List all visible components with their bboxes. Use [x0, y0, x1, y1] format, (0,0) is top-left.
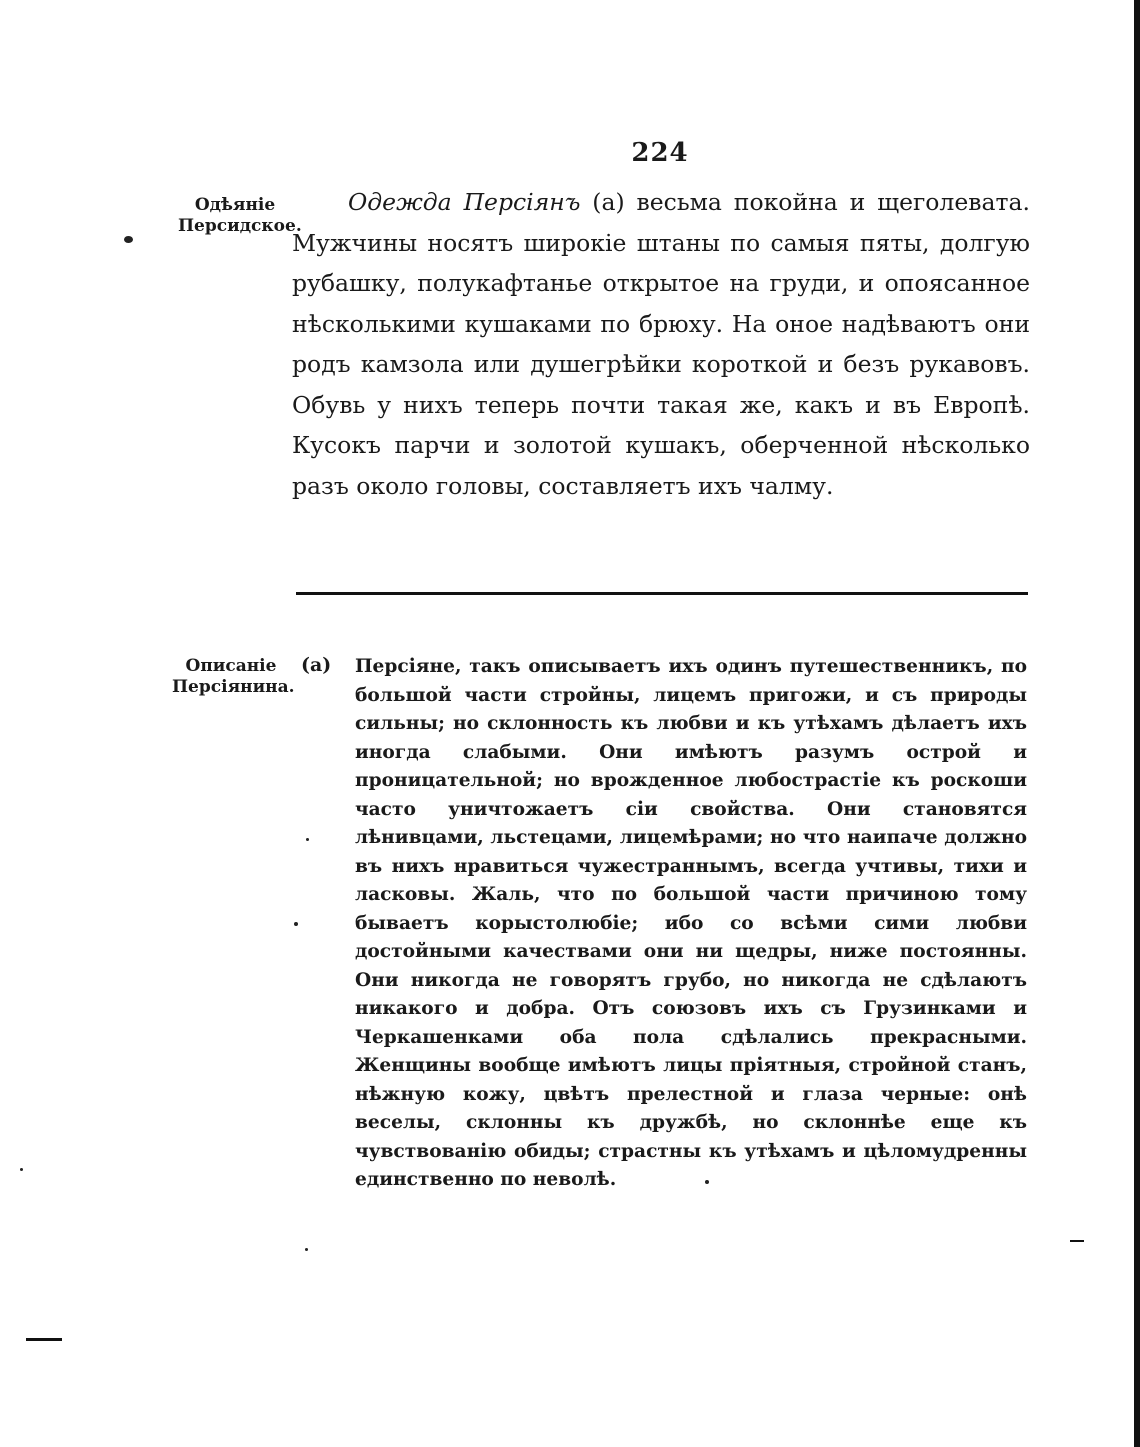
- footnote-mark: (а): [301, 654, 332, 676]
- scan-dash: [26, 1338, 62, 1341]
- page-number: 224: [631, 138, 689, 168]
- scan-speck: [705, 1180, 709, 1184]
- scan-speck: [294, 922, 298, 926]
- main-paragraph-lead: Одежда Персіянъ: [348, 188, 581, 216]
- main-paragraph-body: весьма покойна и щеголевата. Мужчины носятъ широкіе штаны по самыя пяты, долгую рубашку, полукафтанье открытое на груди, и опоясанное нѣсколькими кушаками по брюху. На оное надѣваютъ они родъ камзола или душегрѣйки короткой и безъ рукавовъ. Обувь у нихъ теперь почти такая же, какъ и въ Европѣ. Кусокъ парчи и золотой кушакъ, оберченной нѣсколько разъ около головы, составляетъ ихъ чалму.: [292, 188, 1030, 500]
- page-edge-shadow: [1134, 0, 1140, 1447]
- footnote-reference: (а): [592, 188, 625, 216]
- scan-speck: [305, 1248, 308, 1251]
- scan-speck: [306, 838, 309, 841]
- margin-note-description: Описаніе Персіянина.: [172, 656, 295, 697]
- main-paragraph: [292, 182, 1030, 506]
- scan-speck: [124, 236, 133, 243]
- scan-speck: [20, 1168, 23, 1171]
- footnote-paragraph: Персіяне, такъ описываетъ ихъ одинъ путешественникъ, по большой части стройны, лицемъ пригожи, и съ природы сильны; но склонность къ любви и къ утѣхамъ дѣлаетъ ихъ иногда слабыми. Они имѣютъ разумъ острой и проницательной; но врожденное любострастіе къ роскоши часто уничтожаетъ сіи свойства. Они становятся лѣнивцами, льстецами, лицемѣрами; но что наипаче должно въ нихъ нравиться чужестраннымъ, всегда учтивы, тихи и ласковы. Жаль, что по большой части причиною тому бываетъ корыстолюбіе; ибо со всѣми сими любви достойными качествами они ни щедры, ниже постоянны. Они никогда не говорятъ грубо, но никогда не сдѣлаютъ никакого и добра. Отъ союзовъ ихъ съ Грузинками и Черкашенками оба пола сдѣлались прекрасными. Женщины вообще имѣютъ лицы пріятныя, стройной станъ, нѣжную кожу, цвѣтъ прелестной и глаза черные: онѣ веселы, склонны къ дружбѣ, но склоннѣе еще къ чувствованію обиды; страстны къ утѣхамъ и цѣломудренны единственно по неволѣ.: [355, 656, 1027, 1190]
- scan-dash: [1070, 1240, 1084, 1242]
- margin-note-clothing: Одѣяніе Персидское.: [178, 195, 302, 236]
- footnote-separator-rule: [296, 592, 1028, 595]
